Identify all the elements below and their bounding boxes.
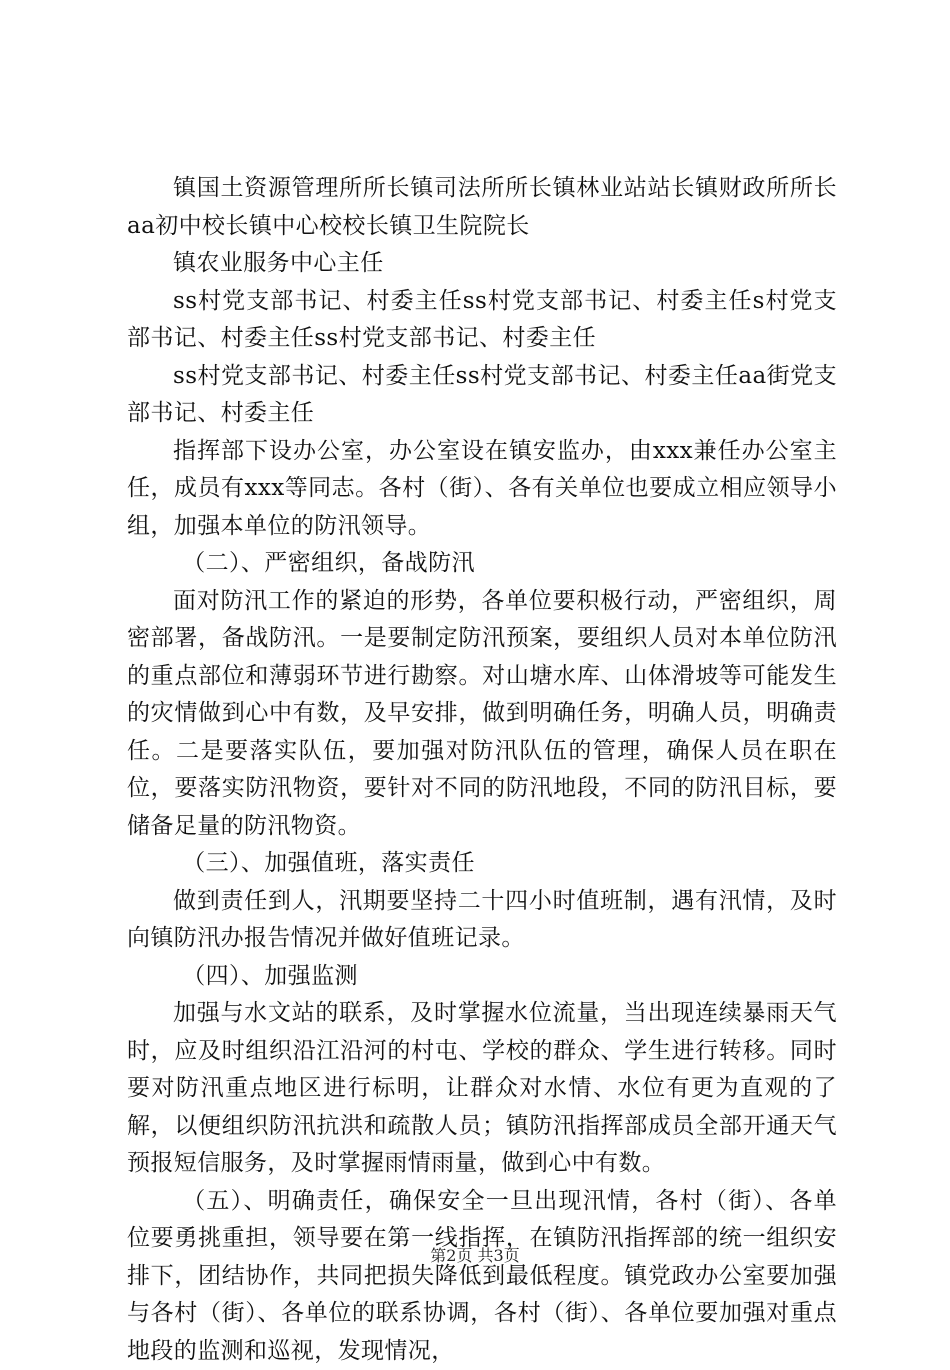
document-body bbox=[127, 170, 837, 1370]
page-number-footer: 第2页 共3页 bbox=[0, 1246, 950, 1266]
section-heading-3: （三）、加强值班，落实责任 bbox=[127, 845, 837, 883]
paragraph-agri-center: 镇农业服务中心主任 bbox=[127, 245, 837, 283]
paragraph-command-office: 指挥部下设办公室，办公室设在镇安监办，由xxx兼任办公室主任，成员有xxx等同志。各村（街）、各有关单位也要成立相应领导小组，加强本单位的防汛领导。 bbox=[127, 433, 837, 546]
paragraph-village-secretaries-2: ss村党支部书记、村委主任ss村党支部书记、村委主任aa街党支部书记、村委主任 bbox=[127, 358, 837, 433]
paragraph-organize-prepare: 面对防汛工作的紧迫的形势，各单位要积极行动，严密组织，周密部署，备战防汛。一是要制定防汛预案，要组织人员对本单位防汛的重点部位和薄弱环节进行勘察。对山塘水库、山体滑坡等可能发生的灾情做到心中有数，及早安排，做到明确任务，明确人员，明确责任。二是要落实队伍，要加强对防汛队伍的管理，确保人员在职在位，要落实防汛物资，要针对不同的防汛地段，不同的防汛目标，要储备足量的防汛物资。 bbox=[127, 583, 837, 846]
section-heading-4: （四）、加强监测 bbox=[127, 958, 837, 996]
paragraph-duty-shift: 做到责任到人，汛期要坚持二十四小时值班制，遇有汛情，及时向镇防汛办报告情况并做好值班记录。 bbox=[127, 883, 837, 958]
paragraph-responsibility: （五）、明确责任，确保安全一旦出现汛情，各村（街）、各单位要勇挑重担，领导要在第一线指挥，在镇防汛指挥部的统一组织安排下，团结协作，共同把损失降低到最低程度。镇党政办公室要加强与各村（街）、各单位的联系协调，各村（街）、各单位要加强对重点地段的监测和巡视，发现情况， bbox=[127, 1183, 837, 1370]
paragraph-village-secretaries-1: ss村党支部书记、村委主任ss村党支部书记、村委主任s村党支部书记、村委主任ss村党支部书记、村委主任 bbox=[127, 283, 837, 358]
section-heading-2: （二）、严密组织，备战防汛 bbox=[127, 545, 837, 583]
paragraph-officials-list: 镇国土资源管理所所长镇司法所所长镇林业站站长镇财政所所长aa初中校长镇中心校校长镇卫生院院长 bbox=[127, 170, 837, 245]
paragraph-monitoring: 加强与水文站的联系，及时掌握水位流量，当出现连续暴雨天气时，应及时组织沿江沿河的村屯、学校的群众、学生进行转移。同时要对防汛重点地区进行标明，让群众对水情、水位有更为直观的了解，以便组织防汛抗洪和疏散人员；镇防汛指挥部成员全部开通天气预报短信服务，及时掌握雨情雨量，做到心中有数。 bbox=[127, 995, 837, 1183]
